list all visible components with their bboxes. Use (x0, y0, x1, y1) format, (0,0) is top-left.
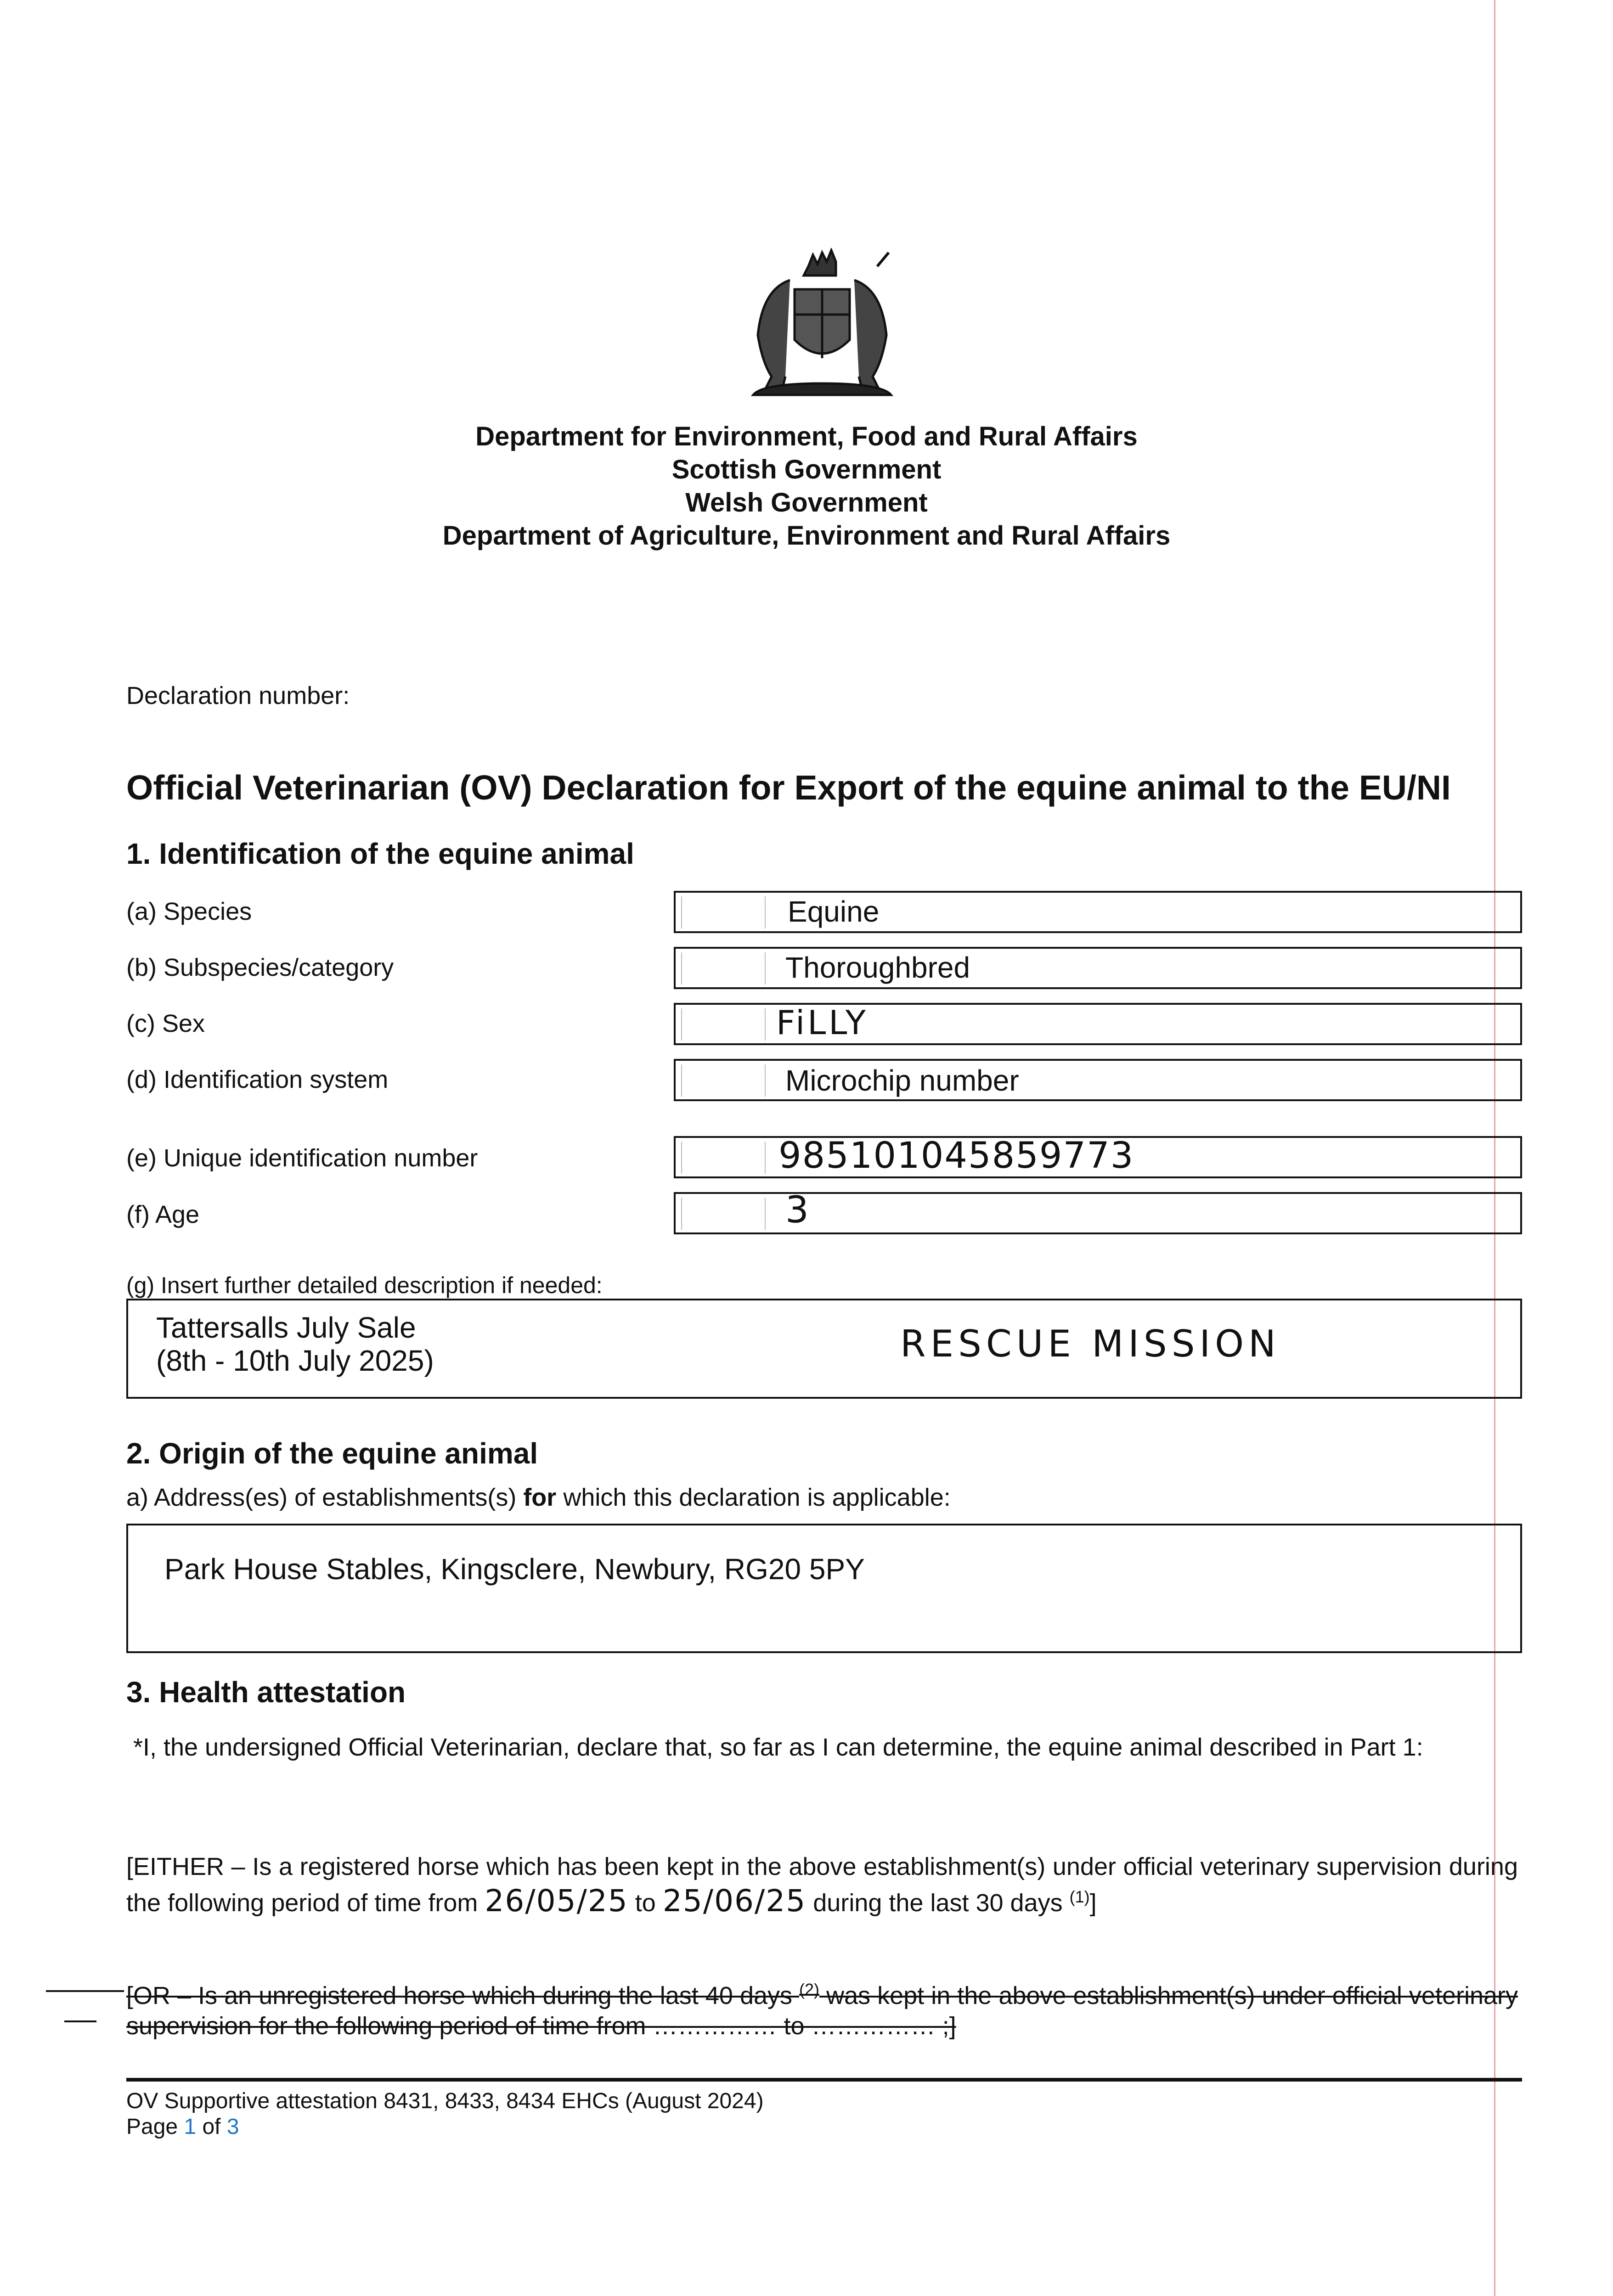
further-description-label: (g) Insert further detailed description if needed: (126, 1272, 603, 1298)
health-intro: *I, the undersigned Official Veterinarian, declare that, so far as I can determine, the equine animal described in Part 1: (133, 1733, 1423, 1761)
subspecies-label: (b) Subspecies/category (126, 954, 394, 981)
section1-heading: 1. Identification of the equine animal (126, 837, 634, 870)
further-line2: (8th - 10th July 2025) (156, 1344, 434, 1377)
document-title: Official Veterinarian (OV) Declaration for Export of the equine animal to the EU/NI (126, 768, 1451, 807)
dept-scottish-gov: Scottish Government (671, 455, 942, 484)
species-label: (a) Species (126, 898, 252, 925)
address-value: Park House Stables, Kingsclere, Newbury, RG20 5PY (164, 1553, 865, 1586)
further-line1: Tattersalls July Sale (156, 1311, 416, 1344)
age-label: (f) Age (126, 1201, 200, 1228)
sex-value: FiLLY (776, 1003, 869, 1042)
dept-daera: Department of Agriculture, Environment and Rural Affairs (442, 521, 1171, 551)
uid-value: 985101045859773 (778, 1135, 1134, 1176)
id-system-value: Microchip number (785, 1064, 1019, 1097)
strike-mark-left-2 (64, 2020, 96, 2022)
dept-welsh-gov: Welsh Government (685, 488, 928, 518)
footer-rule (126, 2078, 1522, 2082)
declaration-number-label: Declaration number: (126, 682, 350, 709)
either-clause: [EITHER – Is a registered horse which has been kept in the above establishment(s) under official veterinary supervision during the following period of time from 26/05/25 to 25/06/25 during the last 30 days $^{(1)}$] (126, 1853, 1518, 1919)
strike-mark-left (46, 1990, 124, 1992)
age-value: 3 (785, 1188, 812, 1231)
address-field[interactable] (126, 1524, 1522, 1653)
either-from-date: 26/05/25 (485, 1883, 628, 1919)
section2-heading: 2. Origin of the equine animal (126, 1437, 538, 1470)
dept-defra: Department for Environment, Food and Rural Affairs (475, 422, 1138, 451)
or-clause: [OR – Is an unregistered horse which during the last 40 days $^{(2)}$ was kept in the above establishment(s) under official veterinary supervision for the following period of time from …………… to …………… ;] (126, 1980, 1518, 2040)
subspecies-value: Thoroughbred (785, 951, 970, 984)
royal-coat-of-arms-icon (726, 248, 919, 413)
sex-label: (c) Sex (126, 1010, 205, 1037)
page-indicator: Page 1 of 3 (126, 2115, 239, 2139)
footer-attestation: OV Supportive attestation 8431, 8433, 8434 EHCs (August 2024) (126, 2089, 764, 2113)
either-to-date: 25/06/25 (662, 1883, 806, 1919)
further-handwritten-note: RESCUE MISSION (900, 1322, 1280, 1365)
establishment-subheading: a) Address(es) of establishments(s) for which this declaration is applicable: (126, 1484, 951, 1511)
section3-heading: 3. Health attestation (126, 1676, 406, 1709)
id-system-label: (d) Identification system (126, 1066, 389, 1093)
uid-label: (e) Unique identification number (126, 1144, 478, 1172)
species-value: Equine (788, 895, 880, 928)
